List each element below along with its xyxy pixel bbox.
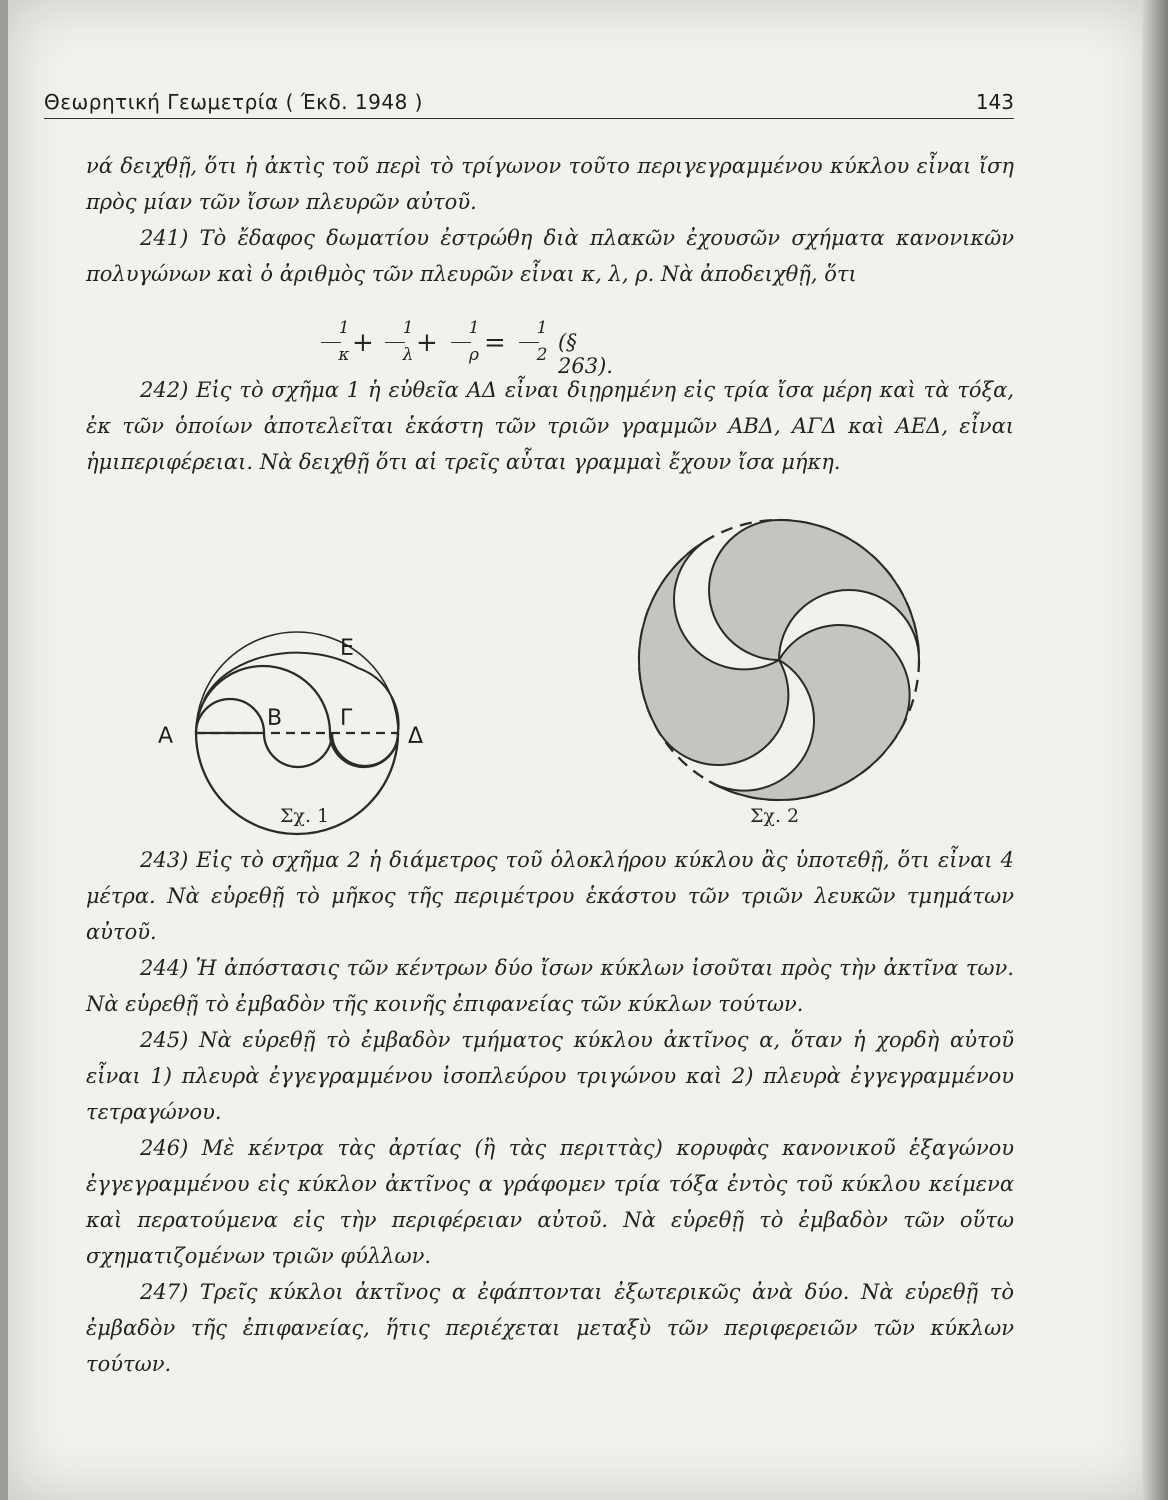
page-number: 143 <box>975 90 1014 114</box>
label-D: Δ <box>408 724 424 749</box>
label-G: Γ <box>340 706 353 731</box>
label-E: Ε <box>340 636 354 661</box>
arc-lower-small-2 <box>332 733 398 766</box>
figure-1 <box>196 632 399 834</box>
plus-sign: + <box>416 328 438 358</box>
section-reference: (§ 263). <box>558 330 613 378</box>
header-title: Θεωρητική Γεωμετρία ( Έκδ. 1948 ) <box>44 90 423 114</box>
text-block-bottom <box>86 842 1014 1382</box>
label-A: Α <box>158 724 174 749</box>
paragraph-244: 244) Ἡ ἀπόστασις τῶν κέντρων δύο ἴσων κύκλων ἰσοῦται πρὸς τὴν ἀκτῖνα των. Νὰ εὑρεθῇ τὸ ἐμβαδὸν τῆς κοινῆς ἐπιφανείας τῶν κύκλων τούτων. <box>86 956 1014 1016</box>
arc-lower-small <box>264 733 332 767</box>
caption-figure-1: Σχ. 1 <box>280 805 330 827</box>
paragraph-247: 247) Τρεῖς κύκλοι ἀκτῖνος α ἐφάπτονται ἐξωτερικῶς ἀνὰ δύο. Νὰ εὑρεθῇ τὸ ἐμβαδὸν τῆς ἐπιφανείας, ἥτις περιέχεται μεταξὺ τῶν περιφερειῶν τῶν κύκλων τούτων. <box>86 1280 1014 1376</box>
caption-figure-2: Σχ. 2 <box>750 805 800 827</box>
paragraph-241: 241) Τὸ ἔδαφος δωματίου ἐστρώθη διὰ πλακῶν ἐχουσῶν σχήματα κανονικῶν πολυγώνων καὶ ὁ ἀριθμὸς τῶν πλευρῶν εἶναι κ, λ, ρ. Νὰ ἀποδειχθῇ, ὅτι <box>86 226 1014 286</box>
figure-2 <box>588 520 935 840</box>
arc-upper-small <box>196 699 264 733</box>
arc-upper-big <box>196 632 398 733</box>
plus-sign: + <box>352 328 374 358</box>
paragraph-245: 245) Νὰ εὑρεθῇ τὸ ἐμβαδὸν τμήματος κύκλου ἀκτῖνος α, ὅταν ἡ χορδὴ αὐτοῦ εἶναι 1) πλευρὰ ἐγγεγραμμένου ἰσοπλεύρου τριγώνου καὶ 2) πλευρὰ ἐγγεγραμμένου τετραγώνου. <box>86 1028 1014 1124</box>
figures <box>8 0 1156 840</box>
paragraph-243: 243) Εἰς τὸ σχῆμα 2 ἡ διάμετρος τοῦ ὁλοκλήρου κύκλου ἂς ὑποτεθῇ, ὅτι εἶναι 4 μέτρα. Νὰ εὑρεθῇ τὸ μῆκος τῆς περιμέτρου ἑκάστου τῶν τριῶν λευκῶν τμημάτων αὐτοῦ. <box>86 848 1014 944</box>
equals-sign: = <box>484 328 506 358</box>
book-page: Θεωρητική Γεωμετρία ( Έκδ. 1948 ) 143 νά δειχθῇ, ὅτι ἡ ἀκτὶς τοῦ περὶ τὸ τρίγωνον τοῦτο περιγεγραμμένου κύκλου εἶναι ἴση πρὸς μίαν τῶν ἴσων πλευρῶν αὐτοῦ. 241) Τὸ ἔδαφος δωματίου ἐστρώθη διὰ πλακῶν ἐχουσῶν σχήματα κανονικῶν πολυγώνων καὶ ὁ ἀριθμὸς τῶν πλευρῶν εἶναι κ, λ, ρ. Νὰ ἀποδειχθῇ, ὅτι 1 κ + 1 λ + 1 ρ = 1 2 (§ 263). 242) Εἰς τὸ σχῆμα 1 ἡ εὐθεῖα ΑΔ εἶναι διῃρημένη εἰς τρία ἴσα μέρη καὶ τὰ τόξα, ἐκ τῶν ὁποίων ἀποτελεῖται ἑκάστη τῶν τριῶν γραμμῶν ΑΒΔ, ΑΓΔ καὶ ΑΕΔ, εἶναι ἡμιπεριφέρειαι. Νὰ δειχθῇ ὅτι αἱ τρεῖς αὗται γραμμαὶ ἔχουν ἴσα μήκη. Α Β Γ Δ Ε Σχ. 1 Σχ. 2 243) Εἰς τὸ σχῆμα 2 ἡ διάμετρος τοῦ ὁλοκλήρου κύκλου ἂς ὑποτεθῇ, ὅτι εἶναι 4 μέτρα. Νὰ εὑρεθῇ τὸ μῆκος τῆς περιμέτρου ἑκάστου τῶν τριῶν λευκῶν τμημάτων αὐτοῦ. 244) Ἡ ἀπόστασις τῶν κέντρων δύο ἴσων κύκλων ἰσοῦται πρὸς τὴν ἀκτῖνα των. Νὰ εὑρεθῇ τὸ ἐμβαδὸν τῆς κοινῆς ἐπιφανείας τῶν κύκλων τούτων. 245) Νὰ εὑρεθῇ τὸ ἐμβαδὸν τμήματος κύκλου ἀκτῖνος α, ὅταν ἡ χορδὴ αὐτοῦ εἶναι 1) πλευρὰ ἐγγεγραμμένου ἰσοπλεύρου τριγώνου καὶ 2) πλευρὰ ἐγγεγραμμένου τετραγώνου. 246) Μὲ κέντρα τὰς ἀρτίας (ἢ τὰς περιττὰς) κορυφὰς κανονικοῦ ἑξαγώνου ἐγγεγραμμένου εἰς κύκλον ἀκτῖνος α γράφομεν τρία τόξα ἐντὸς τοῦ κύκλου κείμενα καὶ περατούμενα εἰς τὴν περιφέρειαν αὐτοῦ. Νὰ εὑρεθῇ τὸ ἐμβαδὸν τῶν οὕτω σχηματιζομένων τριῶν φύλλων. 247) Τρεῖς κύκλοι ἀκτῖνος α ἐφάπτονται ἐξωτερικῶς ἀνὰ δύο. Νὰ εὑρεθῇ τὸ ἐμβαδὸν τῆς ἐπιφανείας, ἥτις περιέχεται μεταξὺ τῶν περιφερειῶν τῶν κύκλων τούτων. <box>8 0 1156 1500</box>
paragraph-246: 246) Μὲ κέντρα τὰς ἀρτίας (ἢ τὰς περιττὰς) κορυφὰς κανονικοῦ ἑξαγώνου ἐγγεγραμμένου εἰς κύκλον ἀκτῖνος α γράφομεν τρία τόξα ἐντὸς τοῦ κύκλου κείμενα καὶ περατούμενα εἰς τὴν περιφέρειαν αὐτοῦ. Νὰ εὑρεθῇ τὸ ἐμβαδὸν τῶν οὕτω σχηματιζομένων τριῶν φύλλων. <box>86 1136 1014 1268</box>
paragraph-240-end: νά δειχθῇ, ὅτι ἡ ἀκτὶς τοῦ περὶ τὸ τρίγωνον τοῦτο περιγεγραμμένου κύκλου εἶναι ἴση πρὸς μίαν τῶν ἴσων πλευρῶν αὐτοῦ. <box>86 154 1014 214</box>
page-edge <box>1142 0 1168 1500</box>
paragraph-242: 242) Εἰς τὸ σχῆμα 1 ἡ εὐθεῖα ΑΔ εἶναι διῃρημένη εἰς τρία ἴσα μέρη καὶ τὰ τόξα, ἐκ τῶν ὁποίων ἀποτελεῖται ἑκάστη τῶν τριῶν γραμμῶν ΑΒΔ, ΑΓΔ καὶ ΑΕΔ, εἶναι ἡμιπεριφέρειαι. Νὰ δειχθῇ ὅτι αἱ τρεῖς αὗται γραμμαὶ ἔχουν ἴσα μήκη. <box>86 378 1014 474</box>
label-B: Β <box>267 706 283 731</box>
arc-lower-medium <box>330 733 398 767</box>
